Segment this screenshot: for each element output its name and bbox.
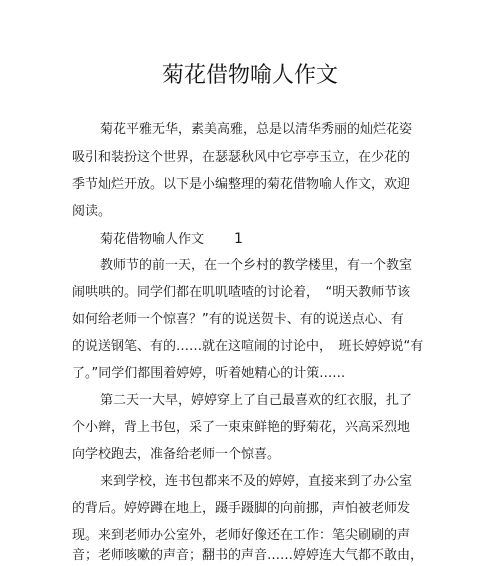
p2-line-1: 第二天一大早，婷婷穿上了自己最喜欢的红衣服，扎了 [100, 393, 413, 408]
p2-line-3: 向学校跑去，准备给老师一个惊喜。 [72, 447, 281, 462]
p1-line-3: 如何给老师一个惊喜？”有的说送贺卡、有的说送点心、有 [72, 312, 404, 327]
p1-line-5: 了。”同学们都围着婷婷，听着她精心的计策…… [72, 366, 346, 381]
subheading [100, 230, 243, 249]
intro-line-3: 季节灿烂开放。以下是小编整理的菊花借物喻人作文，欢迎 [72, 177, 411, 192]
subheading-number: 1 [234, 231, 243, 247]
p3-line-2: 的背后。婷婷蹲在地上，蹑手蹑脚的向前挪，声怕被老师发 [72, 501, 411, 516]
subheading-text: 菊花借物喻人作文 [100, 232, 205, 247]
intro-line-1: 菊花平雅无华，素美高雅，总是以清华秀丽的灿烂花姿 [100, 122, 413, 137]
p3-line-1: 来到学校，连书包都来不及的婷婷，直接来到了办公室 [100, 474, 413, 489]
p1-line-2: 闹哄哄的。同学们都在叽叽喳喳的讨论着， “明天教师节该 [72, 285, 411, 300]
document-title: 菊花借物喻人作文 [161, 63, 338, 88]
p3-line-3: 现。来到老师办公室外，老师好像还在工作：笔尖刷刷的声 [72, 528, 411, 543]
p2-line-2: 个小辫，背上书包，采了一束束鲜艳的野菊花，兴高采烈地 [72, 420, 411, 435]
p3-line-4: 音；老师咳嗽的声音；翻书的声音……婷婷连大气都不敢由， [72, 548, 424, 563]
p1-line-1: 教师节的前一天，在一个乡村的教学楼里，有一个教室 [100, 258, 413, 273]
intro-line-4: 阅读。 [72, 204, 112, 219]
intro-line-2: 吸引和装扮这个世界，在瑟瑟秋风中它亭亭玉立，在少花的 [72, 150, 411, 165]
p1-line-4: 的说送钢笔、有的……就在这喧闹的讨论中， 班长婷婷说“有 [72, 339, 424, 354]
